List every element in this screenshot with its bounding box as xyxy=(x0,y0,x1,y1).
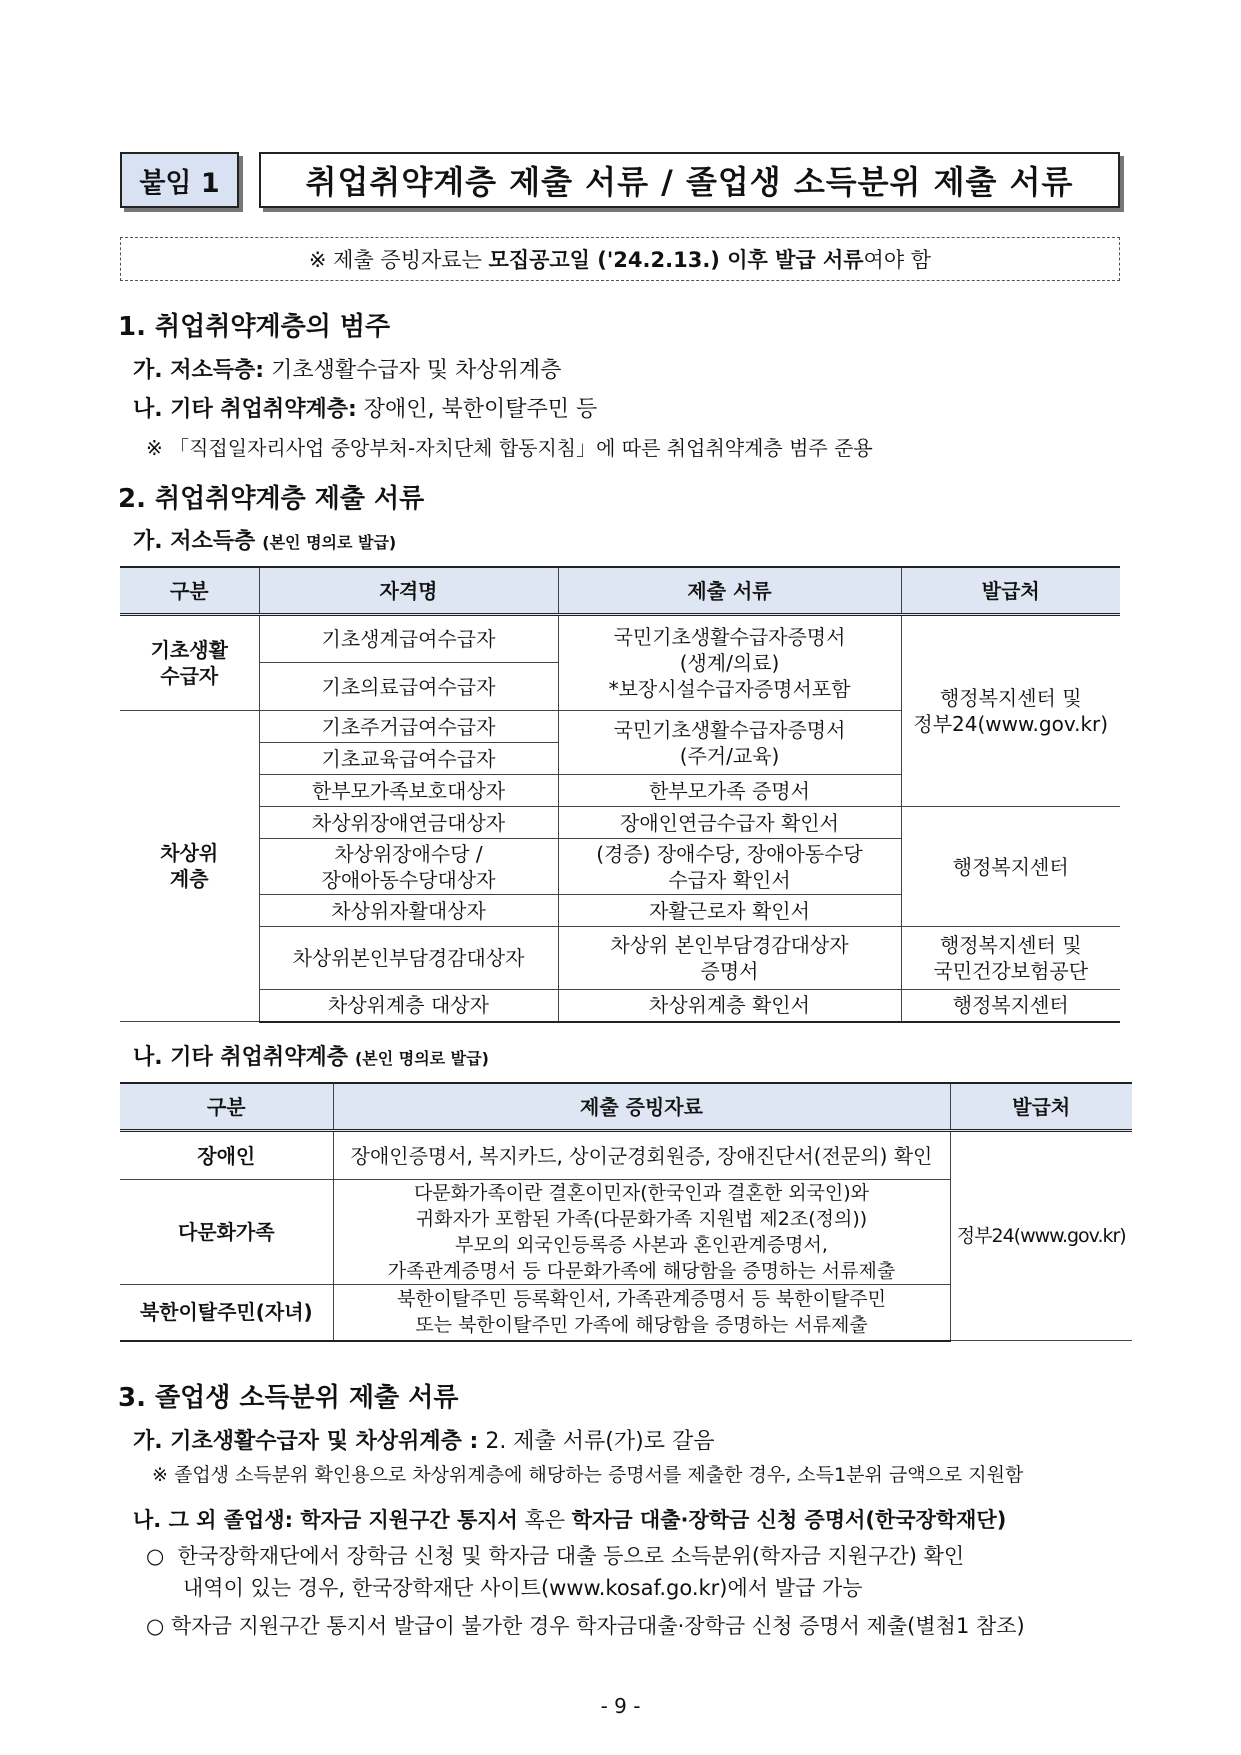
table-row xyxy=(120,1131,1132,1180)
bullet-1-line-1: ○ 한국장학재단에서 장학금 신청 및 학자금 대출 등으로 소득분위(학자금 지원구간) 확인 xyxy=(146,1544,965,1568)
table-header-row xyxy=(120,1083,1132,1131)
table-row xyxy=(120,990,1120,1022)
section1-item-a-text: 기초생활수급자 및 차상위계층 xyxy=(264,358,562,383)
document-cell: 차상위계층 확인서 xyxy=(558,990,901,1022)
document-cell: 자활근로자 확인서 xyxy=(558,895,901,927)
section3-note: ※ 졸업생 소득분위 확인용으로 차상위계층에 해당하는 증명서를 제출한 경우, 소득1분위 금액으로 지원함 xyxy=(152,1464,1024,1486)
table-row xyxy=(120,807,1120,839)
section1-item-a xyxy=(133,353,561,384)
section1-title: 1. 취업취약계층의 범주 xyxy=(118,312,391,342)
section2-title: 2. 취업취약계층 제출 서류 xyxy=(118,484,425,514)
document-cell: 한부모가족 증명서 xyxy=(558,775,901,807)
qualification-cell: 한부모가족보호대상자 xyxy=(259,775,558,807)
col-header-issuer: 발급처 xyxy=(901,567,1120,615)
section3-item-a-text: 2. 제출 서류(가)로 갈음 xyxy=(478,1429,715,1454)
issuer-cell: 행정복지센터 및 국민건강보험공단 xyxy=(901,927,1120,990)
section1-item-b xyxy=(133,392,597,423)
qualification-cell: 차상위본인부담경감대상자 xyxy=(259,927,558,990)
qualification-cell: 차상위자활대상자 xyxy=(259,895,558,927)
category-cell: 차상위 계층 xyxy=(120,711,259,1022)
col-header-proof-documents: 제출 증빙자료 xyxy=(333,1083,950,1131)
section3-item-a-label: 가. 기초생활수급자 및 차상위계층 : xyxy=(133,1429,479,1454)
notice-box xyxy=(120,237,1120,281)
col-header-issuer: 발급처 xyxy=(950,1083,1132,1131)
col-header-qualification: 자격명 xyxy=(259,567,558,615)
document-cell: 북한이탈주민 등록확인서, 가족관계증명서 등 북한이탈주민 또는 북한이탈주민 가족에 해당함을 증명하는 서류제출 xyxy=(333,1285,950,1341)
category-cell: 장애인 xyxy=(120,1131,333,1180)
col-header-documents: 제출 서류 xyxy=(558,567,901,615)
notice-prefix: ※ 제출 증빙자료는 xyxy=(308,248,489,272)
document-cell: 장애인증명서, 복지카드, 상이군경회원증, 장애진단서(전문의) 확인 xyxy=(333,1131,950,1180)
category-cell: 다문화가족 xyxy=(120,1180,333,1285)
other-vulnerable-table xyxy=(120,1082,1132,1342)
page-number: - 9 - xyxy=(600,1694,641,1718)
section1-item-a-label: 가. 저소득층: xyxy=(133,358,265,383)
section3-title: 3. 졸업생 소득분위 제출 서류 xyxy=(118,1383,459,1413)
issuer-cell: 정부24(www.gov.kr) xyxy=(950,1131,1132,1341)
qualification-cell: 기초의료급여수급자 xyxy=(259,663,558,711)
section2-item-b xyxy=(133,1040,489,1071)
table-row xyxy=(120,615,1120,663)
document-title-text: 취업취약계층 제출 서류 / 졸업생 소득분위 제출 서류 xyxy=(305,163,1074,201)
section1-item-b-text: 장애인, 북한이탈주민 등 xyxy=(356,397,598,422)
col-header-category: 구분 xyxy=(120,1083,333,1131)
attachment-tag-label: 붙임 1 xyxy=(139,167,220,199)
issuer-cell: 행정복지센터 xyxy=(901,990,1120,1022)
section2-item-a-small: (본인 명의로 발급) xyxy=(262,533,397,552)
category-cell: 북한이탈주민(자녀) xyxy=(120,1285,333,1341)
attachment-tag xyxy=(120,152,239,208)
document-cell: 국민기초생활수급자증명서 (주거/교육) xyxy=(558,711,901,775)
notice-suffix: 여야 함 xyxy=(863,248,932,272)
notice-bold: 모집공고일 ('24.2.13.) 이후 발급 서류 xyxy=(488,248,864,272)
issuer-cell: 행정복지센터 및 정부24(www.gov.kr) xyxy=(901,615,1120,807)
document-cell: 국민기초생활수급자증명서 (생계/의료) *보장시설수급자증명서포함 xyxy=(558,615,901,711)
issuer-cell: 행정복지센터 xyxy=(901,807,1120,927)
table-header-row xyxy=(120,567,1120,615)
qualification-cell: 기초주거급여수급자 xyxy=(259,711,558,743)
section3-item-b-label: 나. 그 외 졸업생: 학자금 지원구간 통지서 xyxy=(133,1508,518,1532)
section3-item-b-mid: 혹은 xyxy=(517,1508,572,1532)
bullet-1-line-2: 내역이 있는 경우, 한국장학재단 사이트(www.kosaf.go.kr)에서 발급 가능 xyxy=(183,1576,863,1600)
qualification-cell: 기초교육급여수급자 xyxy=(259,743,558,775)
qualification-cell: 차상위장애수당 / 장애아동수당대상자 xyxy=(259,839,558,895)
table-row xyxy=(120,927,1120,990)
document-cell: 장애인연금수급자 확인서 xyxy=(558,807,901,839)
qualification-cell: 차상위장애연금대상자 xyxy=(259,807,558,839)
qualification-cell: 차상위계층 대상자 xyxy=(259,990,558,1022)
section3-item-a xyxy=(133,1424,714,1455)
section2-item-a-label: 가. 저소득층 xyxy=(133,529,256,554)
qualification-cell: 기초생계급여수급자 xyxy=(259,615,558,663)
section3-item-b-label2: 학자금 대출·장학금 신청 증명서(한국장학재단) xyxy=(571,1508,1007,1532)
section3-bullet-2: ○ 학자금 지원구간 통지서 발급이 불가한 경우 학자금대출·장학금 신청 증명서 제출(별첨1 참조) xyxy=(146,1614,1025,1638)
section1-item-b-label: 나. 기타 취업취약계층: xyxy=(133,397,357,422)
low-income-table xyxy=(120,566,1120,1023)
section3-bullet-1 xyxy=(146,1540,964,1604)
document-cell: (경증) 장애수당, 장애아동수당 수급자 확인서 xyxy=(558,839,901,895)
section2-item-a xyxy=(133,524,396,555)
section3-item-b xyxy=(133,1504,1006,1534)
document-cell: 다문화가족이란 결혼이민자(한국인과 결혼한 외국인)와 귀화자가 포함된 가족(다문화가족 지원법 제2조(정의)) 부모의 외국인등록증 사본과 혼인관계증명서, 가족관계증명서 등 다문화가족에 해당함을 증명하는 서류제출 xyxy=(333,1180,950,1285)
col-header-category: 구분 xyxy=(120,567,259,615)
document-cell: 차상위 본인부담경감대상자 증명서 xyxy=(558,927,901,990)
document-title xyxy=(259,152,1120,208)
section1-note: ※ 「직접일자리사업 중앙부처-자치단체 합동지침」에 따른 취업취약계층 범주 준용 xyxy=(146,436,873,460)
section2-item-b-label: 나. 기타 취업취약계층 xyxy=(133,1045,348,1070)
category-cell: 기초생활 수급자 xyxy=(120,615,259,711)
section2-item-b-small: (본인 명의로 발급) xyxy=(354,1049,489,1068)
